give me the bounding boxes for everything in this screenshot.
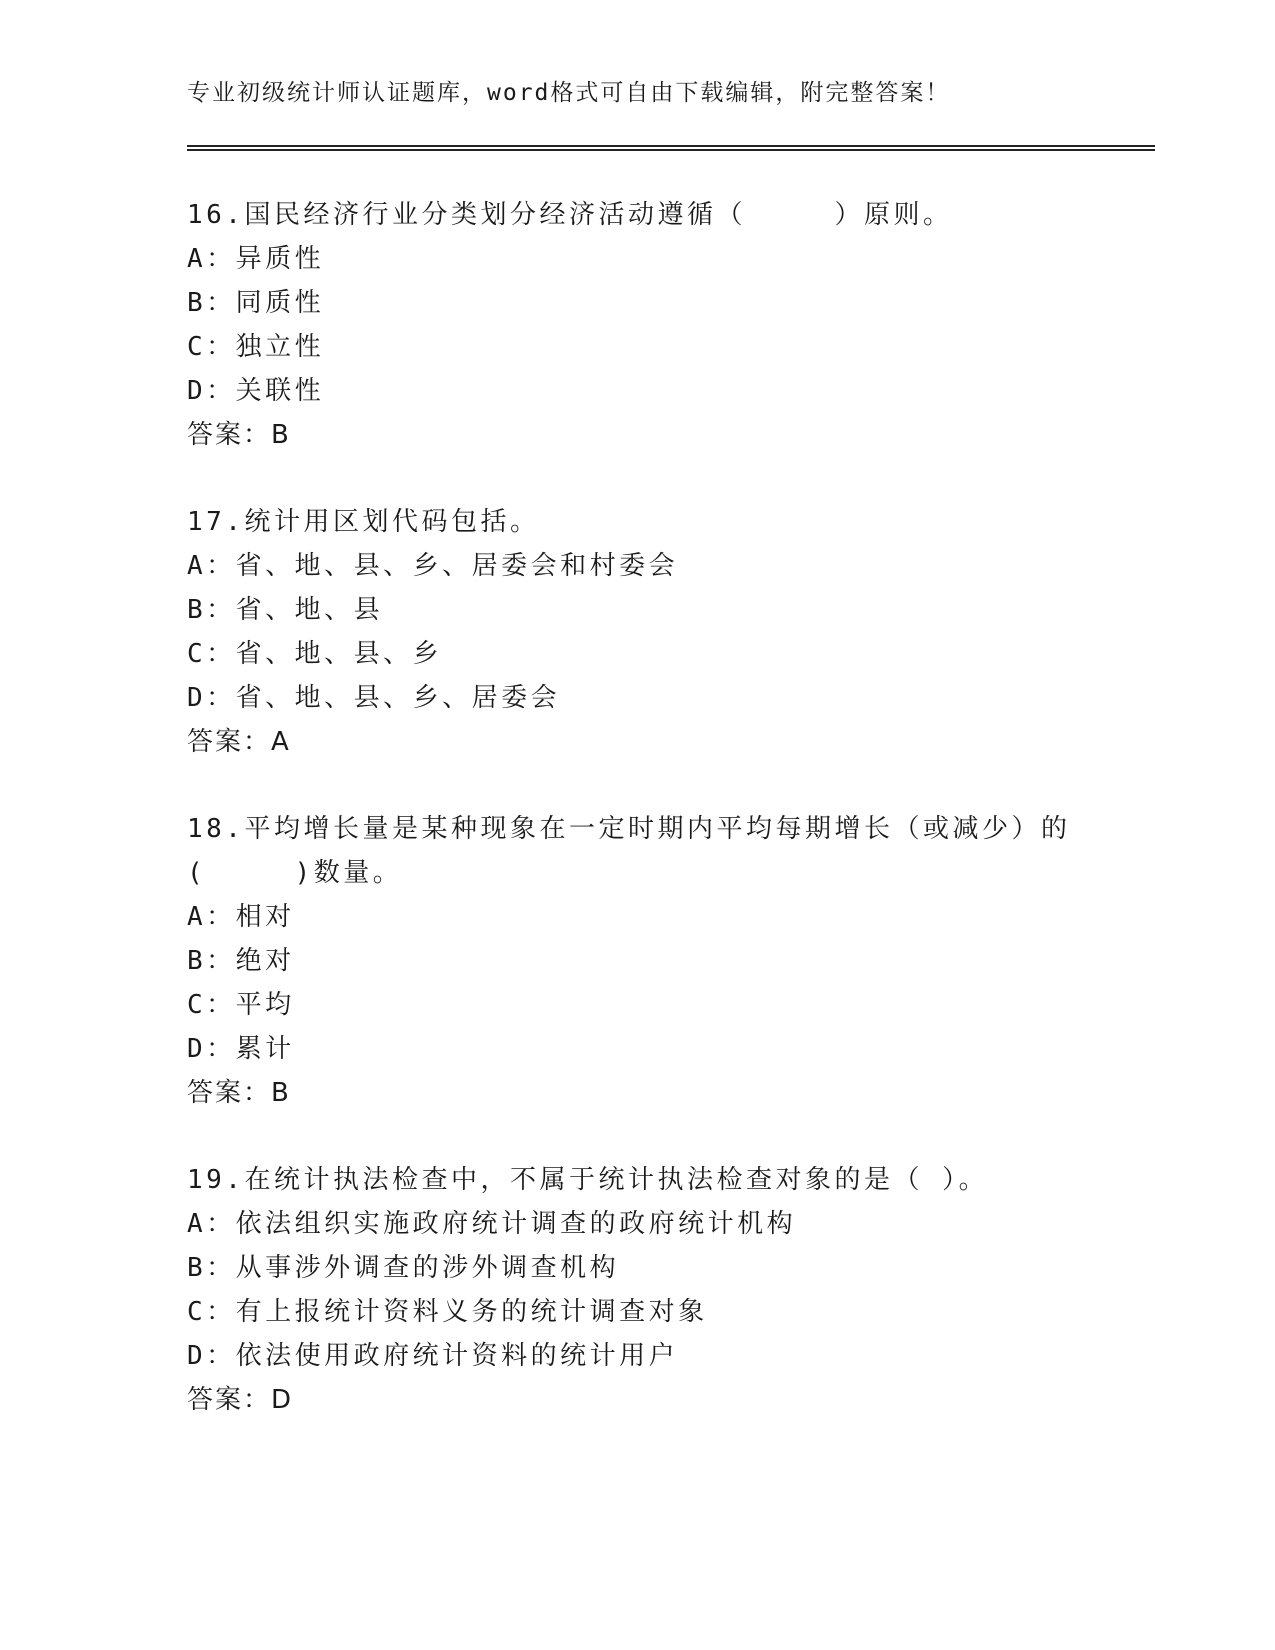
- option-a: A：相对: [187, 902, 295, 932]
- option-c: C：独立性: [187, 332, 325, 362]
- option-a: A：异质性: [187, 244, 325, 274]
- option-b: B：同质性: [187, 288, 325, 318]
- option-a: A：依法组织实施政府统计调查的政府统计机构: [187, 1209, 797, 1239]
- answer: 答案：A: [187, 727, 291, 757]
- option-b: B：从事涉外调查的涉外调查机构: [187, 1253, 620, 1283]
- option-d: D：依法使用政府统计资料的统计用户: [187, 1341, 679, 1371]
- option-d: D：关联性: [187, 376, 325, 406]
- option-c: C：平均: [187, 990, 295, 1020]
- answer: 答案：B: [187, 420, 291, 450]
- option-d: D：累计: [187, 1034, 295, 1064]
- page-header: 专业初级统计师认证题库，word格式可自由下载编辑，附完整答案！: [187, 80, 951, 106]
- option-c: C：省、地、县、乡: [187, 639, 443, 669]
- option-b: B：省、地、县: [187, 595, 384, 625]
- question-stem: 17.统计用区划代码包括。: [187, 507, 540, 537]
- option-d: D：省、地、县、乡、居委会: [187, 683, 561, 713]
- option-b: B：绝对: [187, 946, 295, 976]
- answer: 答案：D: [187, 1385, 294, 1415]
- option-c: C：有上报统计资料义务的统计调查对象: [187, 1297, 708, 1327]
- option-a: A：省、地、县、乡、居委会和村委会: [187, 551, 679, 581]
- question-stem-continued: ( )数量。: [187, 858, 403, 888]
- question-stem: 19.在统计执法检查中，不属于统计执法检查对象的是（ ）。: [187, 1165, 989, 1195]
- question-stem: 18.平均增长量是某种现象在一定时期内平均每期增长（或减少）的: [187, 814, 1071, 844]
- answer: 答案：B: [187, 1078, 291, 1108]
- question-stem: 16.国民经济行业分类划分经济活动遵循（ ）原则。: [187, 200, 953, 230]
- header-divider: [187, 145, 1155, 151]
